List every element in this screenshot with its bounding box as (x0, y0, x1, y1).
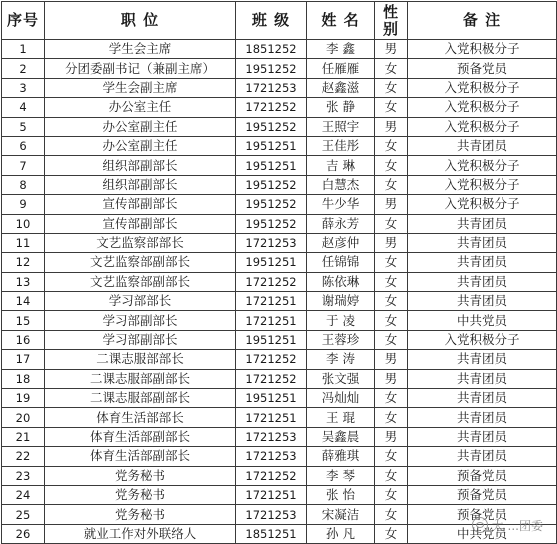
cell-index: 13 (2, 272, 45, 291)
cell-class: 1721253 (236, 78, 307, 97)
cell-class: 1851251 (236, 524, 307, 543)
cell-name: 王佳彤 (307, 136, 375, 155)
cell-remark: 共青团员 (408, 408, 557, 427)
cell-index: 21 (2, 427, 45, 446)
table-row (2, 447, 557, 466)
cell-index: 12 (2, 253, 45, 272)
cell-gender: 男 (375, 117, 408, 136)
cell-index: 6 (2, 136, 45, 155)
cell-remark: 共青团员 (408, 292, 557, 311)
cell-remark: 入党积极分子 (408, 78, 557, 97)
cell-name: 冯灿灿 (307, 389, 375, 408)
cell-gender: 女 (375, 524, 408, 543)
cell-class: 1721252 (236, 369, 307, 388)
table-row (2, 330, 557, 349)
cell-position: 组织部副部长 (45, 175, 236, 194)
header-position: 职 位 (45, 2, 236, 40)
cell-remark: 入党积极分子 (408, 40, 557, 59)
cell-gender: 女 (375, 59, 408, 78)
cell-name: 任雁雁 (307, 59, 375, 78)
cell-class: 1721251 (236, 311, 307, 330)
cell-index: 16 (2, 330, 45, 349)
cell-remark: 共青团员 (408, 447, 557, 466)
cell-position: 体育生活部副部长 (45, 427, 236, 446)
cell-position: 体育生活部副部长 (45, 447, 236, 466)
cell-gender: 男 (375, 350, 408, 369)
cell-index: 15 (2, 311, 45, 330)
cell-position: 文艺监察部部长 (45, 233, 236, 252)
table-row (2, 195, 557, 214)
cell-name: 王照宇 (307, 117, 375, 136)
cell-position: 办公室副主任 (45, 117, 236, 136)
header-name: 姓 名 (307, 2, 375, 40)
cell-remark: 入党积极分子 (408, 117, 557, 136)
cell-name: 于 凌 (307, 311, 375, 330)
header-class: 班 级 (236, 2, 307, 40)
table-row (2, 175, 557, 194)
table-row (2, 40, 557, 59)
table-row (2, 136, 557, 155)
cell-name: 陈依琳 (307, 272, 375, 291)
cell-name: 王 琨 (307, 408, 375, 427)
cell-class: 1721252 (236, 466, 307, 485)
cell-class: 1721253 (236, 427, 307, 446)
table-row (2, 466, 557, 485)
cell-remark: 入党积极分子 (408, 195, 557, 214)
cell-class: 1951251 (236, 253, 307, 272)
cell-position: 办公室副主任 (45, 136, 236, 155)
cell-gender: 女 (375, 253, 408, 272)
table-row (2, 292, 557, 311)
cell-position: 学习部副部长 (45, 311, 236, 330)
cell-class: 1851252 (236, 40, 307, 59)
header-gender: 性 别 (375, 2, 408, 40)
cell-gender: 男 (375, 195, 408, 214)
table-row (2, 98, 557, 117)
cell-gender: 男 (375, 233, 408, 252)
cell-remark: 共青团员 (408, 427, 557, 446)
cell-position: 党务秘书 (45, 505, 236, 524)
cell-position: 二课志服部副部长 (45, 369, 236, 388)
cell-position: 二课志服部部长 (45, 350, 236, 369)
cell-name: 王蓉珍 (307, 330, 375, 349)
cell-gender: 女 (375, 175, 408, 194)
cell-gender: 女 (375, 330, 408, 349)
cell-index: 22 (2, 447, 45, 466)
cell-class: 1951251 (236, 156, 307, 175)
cell-name: 李 涛 (307, 350, 375, 369)
table-row (2, 485, 557, 504)
cell-index: 24 (2, 485, 45, 504)
cell-name: 吴鑫晨 (307, 427, 375, 446)
cell-index: 14 (2, 292, 45, 311)
table-row (2, 117, 557, 136)
table-row (2, 272, 557, 291)
cell-position: 二课志服部副部长 (45, 389, 236, 408)
cell-gender: 女 (375, 466, 408, 485)
cell-name: 谢瑞婷 (307, 292, 375, 311)
cell-name: 白慧杰 (307, 175, 375, 194)
cell-position: 学生会副主席 (45, 78, 236, 97)
cell-gender: 女 (375, 485, 408, 504)
cell-index: 20 (2, 408, 45, 427)
cell-gender: 女 (375, 78, 408, 97)
cell-index: 18 (2, 369, 45, 388)
cell-position: 学习部副部长 (45, 330, 236, 349)
cell-class: 1951252 (236, 195, 307, 214)
cell-index: 4 (2, 98, 45, 117)
cell-remark: 共青团员 (408, 389, 557, 408)
cell-name: 张 静 (307, 98, 375, 117)
cell-index: 17 (2, 350, 45, 369)
cell-remark: 入党积极分子 (408, 330, 557, 349)
cell-remark: 共青团员 (408, 214, 557, 233)
cell-position: 宣传部副部长 (45, 195, 236, 214)
cell-name: 吉 琳 (307, 156, 375, 175)
cell-class: 1721252 (236, 350, 307, 369)
cell-gender: 女 (375, 408, 408, 427)
cell-class: 1951252 (236, 117, 307, 136)
cell-index: 2 (2, 59, 45, 78)
cell-index: 26 (2, 524, 45, 543)
header-remark: 备 注 (408, 2, 557, 40)
cell-remark: 共青团员 (408, 233, 557, 252)
cell-remark: 预备党员 (408, 59, 557, 78)
cell-position: 办公室主任 (45, 98, 236, 117)
cell-name: 薛雅琪 (307, 447, 375, 466)
cell-remark: 共青团员 (408, 369, 557, 388)
table-row (2, 369, 557, 388)
cell-index: 7 (2, 156, 45, 175)
cell-class: 1721253 (236, 447, 307, 466)
cell-position: 组织部副部长 (45, 156, 236, 175)
cell-index: 11 (2, 233, 45, 252)
cell-remark: 预备党员 (408, 505, 557, 524)
cell-position: 文艺监察部副部长 (45, 253, 236, 272)
cell-position: 体育生活部部长 (45, 408, 236, 427)
table-row (2, 350, 557, 369)
cell-class: 1721251 (236, 292, 307, 311)
cell-index: 3 (2, 78, 45, 97)
cell-class: 1721252 (236, 98, 307, 117)
cell-gender: 女 (375, 98, 408, 117)
cell-class: 1721252 (236, 272, 307, 291)
cell-gender: 男 (375, 427, 408, 446)
cell-class: 1951251 (236, 330, 307, 349)
table-row (2, 156, 557, 175)
cell-remark: 入党积极分子 (408, 175, 557, 194)
cell-remark: 预备党员 (408, 466, 557, 485)
cell-index: 8 (2, 175, 45, 194)
cell-position: 就业工作对外联络人 (45, 524, 236, 543)
cell-gender: 女 (375, 389, 408, 408)
cell-name: 牛少华 (307, 195, 375, 214)
cell-name: 李 琴 (307, 466, 375, 485)
cell-gender: 女 (375, 311, 408, 330)
cell-gender: 女 (375, 447, 408, 466)
cell-remark: 预备党员 (408, 485, 557, 504)
cell-gender: 女 (375, 214, 408, 233)
cell-class: 1951252 (236, 175, 307, 194)
cell-position: 学习部部长 (45, 292, 236, 311)
cell-index: 23 (2, 466, 45, 485)
cell-position: 分团委副书记（兼副主席） (45, 59, 236, 78)
cell-gender: 女 (375, 136, 408, 155)
cell-remark: 共青团员 (408, 136, 557, 155)
cell-index: 19 (2, 389, 45, 408)
cell-index: 10 (2, 214, 45, 233)
cell-remark: 中共党员 (408, 311, 557, 330)
cell-class: 1721251 (236, 485, 307, 504)
cell-remark: 入党积极分子 (408, 156, 557, 175)
cell-index: 9 (2, 195, 45, 214)
officer-table (1, 1, 557, 544)
cell-class: 1951252 (236, 59, 307, 78)
cell-gender: 男 (375, 369, 408, 388)
cell-gender: 女 (375, 272, 408, 291)
cell-name: 赵彦仲 (307, 233, 375, 252)
cell-position: 学生会主席 (45, 40, 236, 59)
watermark (472, 517, 543, 534)
cell-class: 1721253 (236, 233, 307, 252)
table-row (2, 427, 557, 446)
cell-name: 孙 凡 (307, 524, 375, 543)
cell-name: 任锦锦 (307, 253, 375, 272)
cell-class: 1721251 (236, 408, 307, 427)
table-row (2, 59, 557, 78)
cell-position: 党务秘书 (45, 466, 236, 485)
table-row (2, 389, 557, 408)
cell-position: 宣传部副部长 (45, 214, 236, 233)
cell-index: 25 (2, 505, 45, 524)
table-row (2, 214, 557, 233)
cell-gender: 男 (375, 40, 408, 59)
cell-position: 文艺监察部副部长 (45, 272, 236, 291)
cell-position: 党务秘书 (45, 485, 236, 504)
cell-gender: 女 (375, 156, 408, 175)
cell-gender: 女 (375, 292, 408, 311)
table-header-row (2, 2, 557, 40)
cell-index: 5 (2, 117, 45, 136)
table-row (2, 78, 557, 97)
cell-remark: 共青团员 (408, 272, 557, 291)
cell-remark: 共青团员 (408, 253, 557, 272)
cell-class: 1951251 (236, 136, 307, 155)
cell-class: 1951251 (236, 389, 307, 408)
cell-name: 李 鑫 (307, 40, 375, 59)
wechat-icon (472, 517, 488, 533)
cell-index: 1 (2, 40, 45, 59)
table-row (2, 311, 557, 330)
table-row (2, 408, 557, 427)
table-body (2, 40, 557, 544)
cell-name: 宋凝洁 (307, 505, 375, 524)
cell-remark: 入党积极分子 (408, 98, 557, 117)
cell-gender: 女 (375, 505, 408, 524)
cell-name: 张 怡 (307, 485, 375, 504)
table-row (2, 253, 557, 272)
cell-remark: 共青团员 (408, 350, 557, 369)
cell-name: 薛永芳 (307, 214, 375, 233)
cell-name: 张文强 (307, 369, 375, 388)
cell-remark: 中共党员 (408, 524, 557, 543)
header-index: 序号 (2, 2, 45, 40)
watermark-text: 太 ...团委 (491, 519, 543, 533)
table-row (2, 233, 557, 252)
cell-class: 1951252 (236, 214, 307, 233)
cell-name: 赵鑫滋 (307, 78, 375, 97)
cell-class: 1721253 (236, 505, 307, 524)
